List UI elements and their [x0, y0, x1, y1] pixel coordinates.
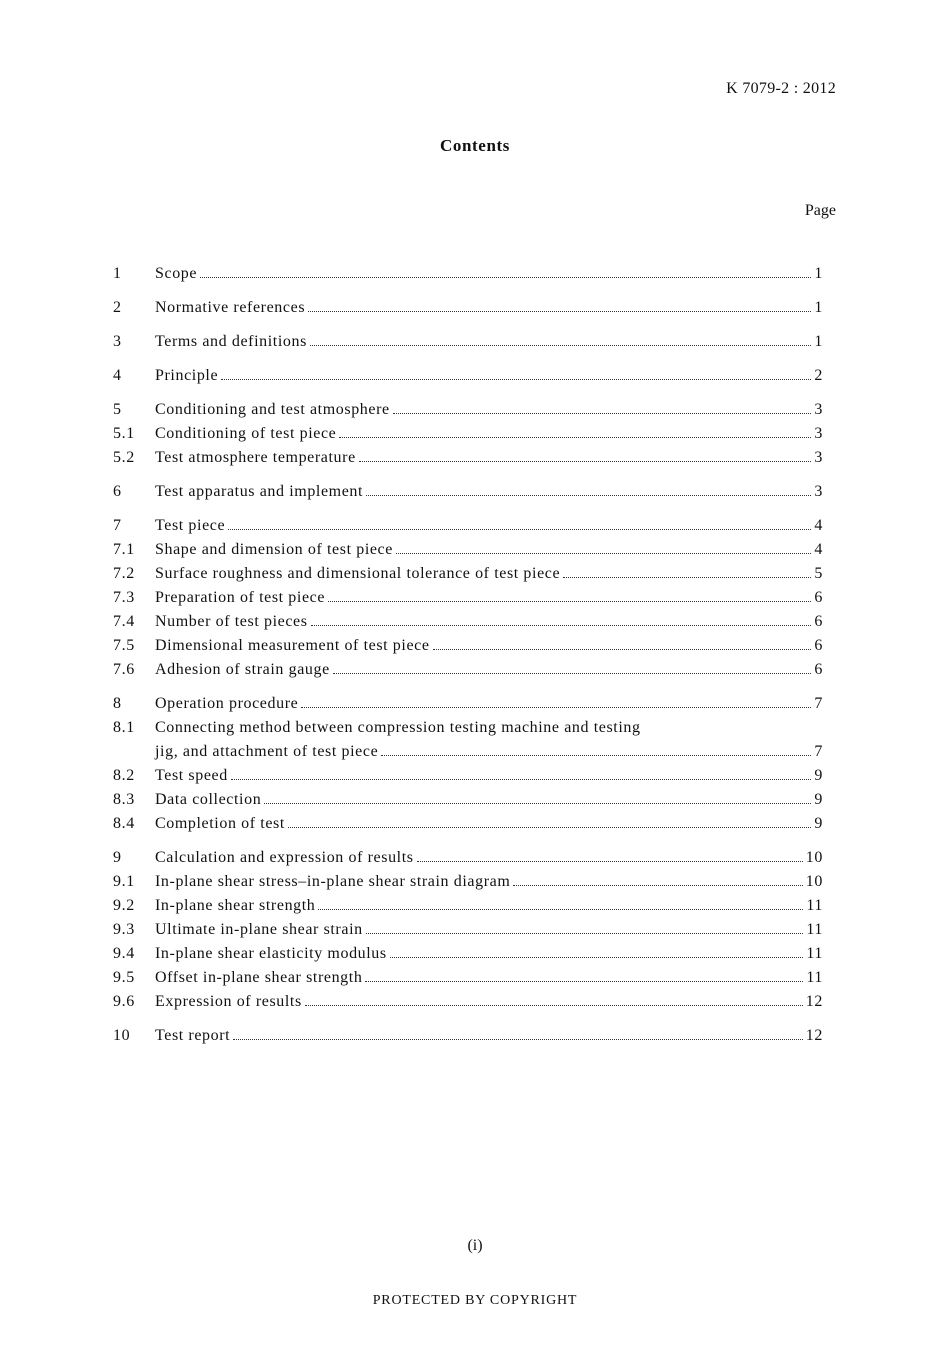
- toc-label: Ultimate in-plane shear strain: [155, 921, 363, 938]
- toc-label-continued: jig, and attachment of test piece: [155, 743, 379, 760]
- dot-leader: [390, 957, 804, 958]
- dot-leader: [233, 1039, 803, 1040]
- toc-label: Calculation and expression of results: [155, 849, 414, 866]
- toc-entry-8-2[interactable]: [113, 764, 823, 788]
- toc-entry-9-6[interactable]: [113, 990, 823, 1014]
- dot-leader: [381, 755, 811, 756]
- toc-label: Conditioning of test piece: [155, 425, 337, 442]
- page-title: Contents: [440, 136, 510, 155]
- toc-page: 6: [814, 589, 823, 606]
- dot-leader: [310, 345, 811, 346]
- toc-number: 9.3: [113, 921, 135, 938]
- toc-page: 1: [814, 299, 823, 316]
- toc-entry-7-6[interactable]: [113, 658, 823, 682]
- dot-leader: [366, 495, 811, 496]
- toc-page: 6: [814, 637, 823, 654]
- toc-entry-4[interactable]: [113, 364, 823, 388]
- toc-number: 9.6: [113, 993, 135, 1010]
- toc-label: In-plane shear elasticity modulus: [155, 945, 387, 962]
- toc-page: 10: [805, 849, 823, 866]
- toc-page: 7: [814, 743, 823, 760]
- toc-entry-2[interactable]: [113, 296, 823, 320]
- toc-page: 4: [814, 541, 823, 558]
- toc-page: 6: [814, 661, 823, 678]
- toc-number: 9.4: [113, 945, 135, 962]
- toc-page: 3: [814, 401, 823, 418]
- toc-page: 6: [814, 613, 823, 630]
- toc-label: Surface roughness and dimensional tolerance of test piece: [155, 565, 561, 582]
- toc-page: 9: [814, 767, 823, 784]
- toc-page: 4: [814, 517, 823, 534]
- toc-number: 8.2: [113, 767, 135, 784]
- toc-page: 3: [814, 425, 823, 442]
- toc-number: 7.3: [113, 589, 135, 606]
- toc-entry-7-2[interactable]: [113, 562, 823, 586]
- toc-label: Test report: [155, 1027, 231, 1044]
- dot-leader: [264, 803, 811, 804]
- toc-number: 5.1: [113, 425, 135, 442]
- toc-number: 7.6: [113, 661, 135, 678]
- toc-entry-10[interactable]: [113, 1024, 823, 1048]
- dot-leader: [365, 981, 803, 982]
- toc-page: 9: [814, 815, 823, 832]
- toc-page: 1: [814, 265, 823, 282]
- toc-entry-9-5[interactable]: [113, 966, 823, 990]
- dot-leader: [333, 673, 812, 674]
- toc-number: 7.1: [113, 541, 135, 558]
- copyright-notice: PROTECTED BY COPYRIGHT: [372, 1293, 578, 1308]
- toc-label: Test apparatus and implement: [155, 483, 364, 500]
- toc-entry-7[interactable]: [113, 514, 823, 538]
- toc-entry-9-4[interactable]: [113, 942, 823, 966]
- toc-number: 9.5: [113, 969, 135, 986]
- toc-label: Expression of results: [155, 993, 302, 1010]
- toc-entry-8-3[interactable]: [113, 788, 823, 812]
- toc-number: 8.1: [113, 719, 135, 736]
- toc-number: 9.2: [113, 897, 135, 914]
- toc-label: In-plane shear strength: [155, 897, 316, 914]
- toc-number: 4: [113, 367, 122, 384]
- toc-number: 7.5: [113, 637, 135, 654]
- toc-number: 9.1: [113, 873, 135, 890]
- toc-entry-9[interactable]: [113, 846, 823, 870]
- toc-label: Conditioning and test atmosphere: [155, 401, 390, 418]
- toc-label: Test atmosphere temperature: [155, 449, 356, 466]
- toc-label: Principle: [155, 367, 219, 384]
- toc-number: 9: [113, 849, 122, 866]
- toc-entry-5[interactable]: [113, 398, 823, 422]
- toc-page: 7: [814, 695, 823, 712]
- toc-entry-8-1-line1[interactable]: [113, 716, 823, 740]
- dot-leader: [396, 553, 811, 554]
- dot-leader: [366, 933, 804, 934]
- toc-number: 7.2: [113, 565, 135, 582]
- toc-number: 7: [113, 517, 122, 534]
- toc-page: 11: [806, 969, 823, 986]
- toc-page: 11: [806, 897, 823, 914]
- toc-page: 3: [814, 449, 823, 466]
- dot-leader: [221, 379, 811, 380]
- toc-entry-7-3[interactable]: [113, 586, 823, 610]
- toc-label: Connecting method between compression testing machine and testing: [155, 719, 641, 736]
- dot-leader: [288, 827, 811, 828]
- dot-leader: [301, 707, 811, 708]
- dot-leader: [417, 861, 803, 862]
- toc-page: 10: [805, 873, 823, 890]
- footer-page-number: (i): [467, 1237, 483, 1254]
- toc-page: 11: [806, 921, 823, 938]
- toc-page: 12: [805, 993, 823, 1010]
- toc-page: 12: [805, 1027, 823, 1044]
- toc-page: 2: [814, 367, 823, 384]
- toc-entry-9-2[interactable]: [113, 894, 823, 918]
- toc-label: Completion of test: [155, 815, 285, 832]
- dot-leader: [339, 437, 811, 438]
- dot-leader: [305, 1005, 803, 1006]
- toc-number: 2: [113, 299, 122, 316]
- toc-label: In-plane shear stress–in-plane shear strain diagram: [155, 873, 511, 890]
- toc-label: Number of test pieces: [155, 613, 308, 630]
- toc-label: Terms and definitions: [155, 333, 307, 350]
- dot-leader: [393, 413, 812, 414]
- toc-entry-3[interactable]: [113, 330, 823, 354]
- toc-label: Test speed: [155, 767, 228, 784]
- dot-leader: [311, 625, 812, 626]
- dot-leader: [200, 277, 811, 278]
- toc-entry-7-1[interactable]: [113, 538, 823, 562]
- toc-label: Preparation of test piece: [155, 589, 326, 606]
- toc-label: Offset in-plane shear strength: [155, 969, 363, 986]
- toc-number: 8: [113, 695, 122, 712]
- toc-page: 1: [814, 333, 823, 350]
- toc-number: 8.3: [113, 791, 135, 808]
- toc-label: Scope: [155, 265, 198, 282]
- toc-label: Adhesion of strain gauge: [155, 661, 330, 678]
- toc-entry-7-4[interactable]: [113, 610, 823, 634]
- dot-leader: [359, 461, 812, 462]
- dot-leader: [228, 529, 811, 530]
- toc-page: 3: [814, 483, 823, 500]
- toc-number: 3: [113, 333, 122, 350]
- toc-number: 10: [113, 1027, 131, 1044]
- dot-leader: [318, 909, 803, 910]
- toc-entry-6[interactable]: [113, 480, 823, 504]
- toc-entry-8[interactable]: [113, 692, 823, 716]
- dot-leader: [308, 311, 811, 312]
- toc-entry-5-2[interactable]: [113, 446, 823, 470]
- dot-leader: [328, 601, 811, 602]
- toc-number: 5.2: [113, 449, 135, 466]
- toc-number: 5: [113, 401, 122, 418]
- dot-leader: [513, 885, 802, 886]
- toc-entry-9-3[interactable]: [113, 918, 823, 942]
- toc-page: 9: [814, 791, 823, 808]
- toc-label: Test piece: [155, 517, 226, 534]
- dot-leader: [231, 779, 812, 780]
- toc-number: 8.4: [113, 815, 135, 832]
- toc-number: 7.4: [113, 613, 135, 630]
- toc-label: Dimensional measurement of test piece: [155, 637, 430, 654]
- toc-entry-8-1-line2[interactable]: [113, 740, 823, 764]
- toc-entry-9-1[interactable]: [113, 870, 823, 894]
- toc-number: 6: [113, 483, 122, 500]
- page-column-label: Page: [804, 202, 836, 219]
- toc-page: 11: [806, 945, 823, 962]
- toc-label: Shape and dimension of test piece: [155, 541, 393, 558]
- toc-page: 5: [814, 565, 823, 582]
- toc-label: Normative references: [155, 299, 306, 316]
- toc-label: Data collection: [155, 791, 262, 808]
- dot-leader: [563, 577, 811, 578]
- toc-entry-8-4[interactable]: [113, 812, 823, 836]
- toc-entry-5-1[interactable]: [113, 422, 823, 446]
- dot-leader: [433, 649, 812, 650]
- document-id: K 7079-2 : 2012: [726, 80, 836, 97]
- table-of-contents: [113, 262, 823, 1048]
- toc-number: 1: [113, 265, 122, 282]
- toc-label: Operation procedure: [155, 695, 299, 712]
- toc-entry-7-5[interactable]: [113, 634, 823, 658]
- toc-entry-1[interactable]: [113, 262, 823, 286]
